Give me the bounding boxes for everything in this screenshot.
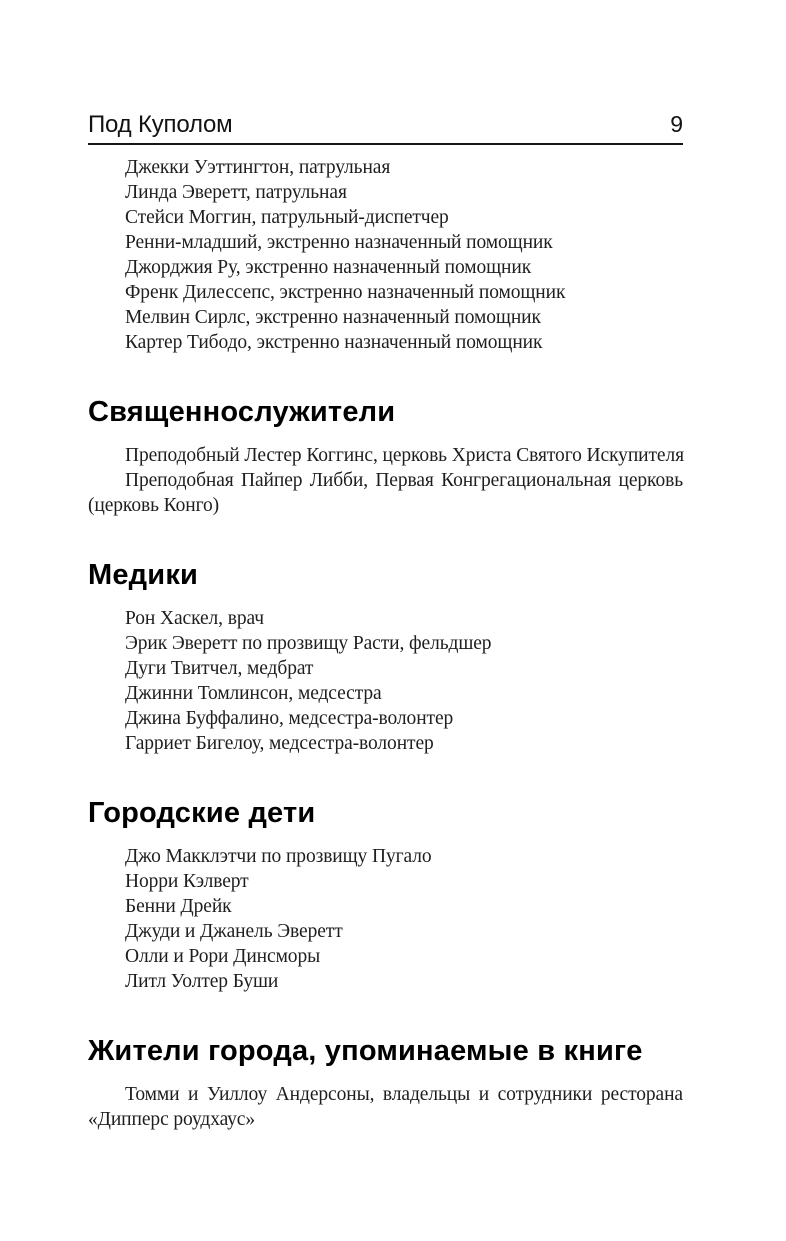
text-line: Джинни Томлинсон, медсестра bbox=[125, 683, 382, 704]
text-line: Эрик Эверетт по прозвищу Расти, фельдшер bbox=[125, 633, 492, 654]
page-header bbox=[88, 112, 683, 145]
section-heading: Городские дети bbox=[88, 797, 316, 829]
text-line: Норри Кэлверт bbox=[125, 871, 249, 892]
section bbox=[88, 558, 683, 756]
text-line: Джуди и Джанель Эверетт bbox=[125, 921, 343, 942]
section-heading: Жители города, упоминаемые в книге bbox=[88, 1035, 643, 1067]
text-line: Преподобная Пайпер Либби, Первая Конгрегациональная церковь bbox=[125, 470, 683, 491]
text-line: Бенни Дрейк bbox=[125, 896, 232, 917]
text-line: Олли и Рори Динсморы bbox=[125, 946, 321, 967]
text-line: Стейси Моггин, патрульный-диспетчер bbox=[125, 207, 449, 228]
page-content bbox=[88, 155, 683, 1132]
text-line: Джина Буффалино, медсестра-волонтер bbox=[125, 708, 454, 729]
running-title: Под Куполом bbox=[88, 111, 233, 138]
text-line: Мелвин Сирлс, экстренно назначенный помощник bbox=[125, 307, 541, 328]
text-line: Френк Дилессепс, экстренно назначенный помощник bbox=[125, 282, 566, 303]
section-heading: Медики bbox=[88, 559, 199, 591]
text-line: Ренни-младший, экстренно назначенный помощник bbox=[125, 232, 553, 253]
text-line: Джорджия Ру, экстренно назначенный помощник bbox=[125, 257, 532, 278]
text-line: Картер Тибодо, экстренно назначенный помощник bbox=[125, 332, 543, 353]
section bbox=[88, 796, 683, 994]
text-line: Рон Хаскел, врач bbox=[125, 608, 264, 629]
text-line: Томми и Уиллоу Андерсоны, владельцы и сотрудники ресторана bbox=[125, 1084, 683, 1105]
page-number: 9 bbox=[670, 111, 683, 137]
section bbox=[88, 1034, 683, 1132]
text-line: Гарриет Бигелоу, медсестра-волонтер bbox=[125, 733, 434, 754]
text-line: Литл Уолтер Буши bbox=[125, 971, 279, 992]
text-line: «Дипперс роудхаус» bbox=[88, 1109, 256, 1130]
text-line: Дуги Твитчел, медбрат bbox=[125, 658, 314, 679]
text-line: Линда Эверетт, патрульная bbox=[125, 182, 347, 203]
list-continuation bbox=[88, 155, 683, 355]
text-line: Преподобный Лестер Коггинс, церковь Христа Святого Искупителя bbox=[125, 445, 684, 466]
section bbox=[88, 395, 683, 518]
section-heading: Священнослужители bbox=[88, 396, 396, 428]
text-line: Джо Макклэтчи по прозвищу Пугало bbox=[125, 846, 432, 867]
text-line: (церковь Конго) bbox=[88, 495, 220, 516]
text-line: Джекки Уэттингтон, патрульная bbox=[125, 157, 391, 178]
